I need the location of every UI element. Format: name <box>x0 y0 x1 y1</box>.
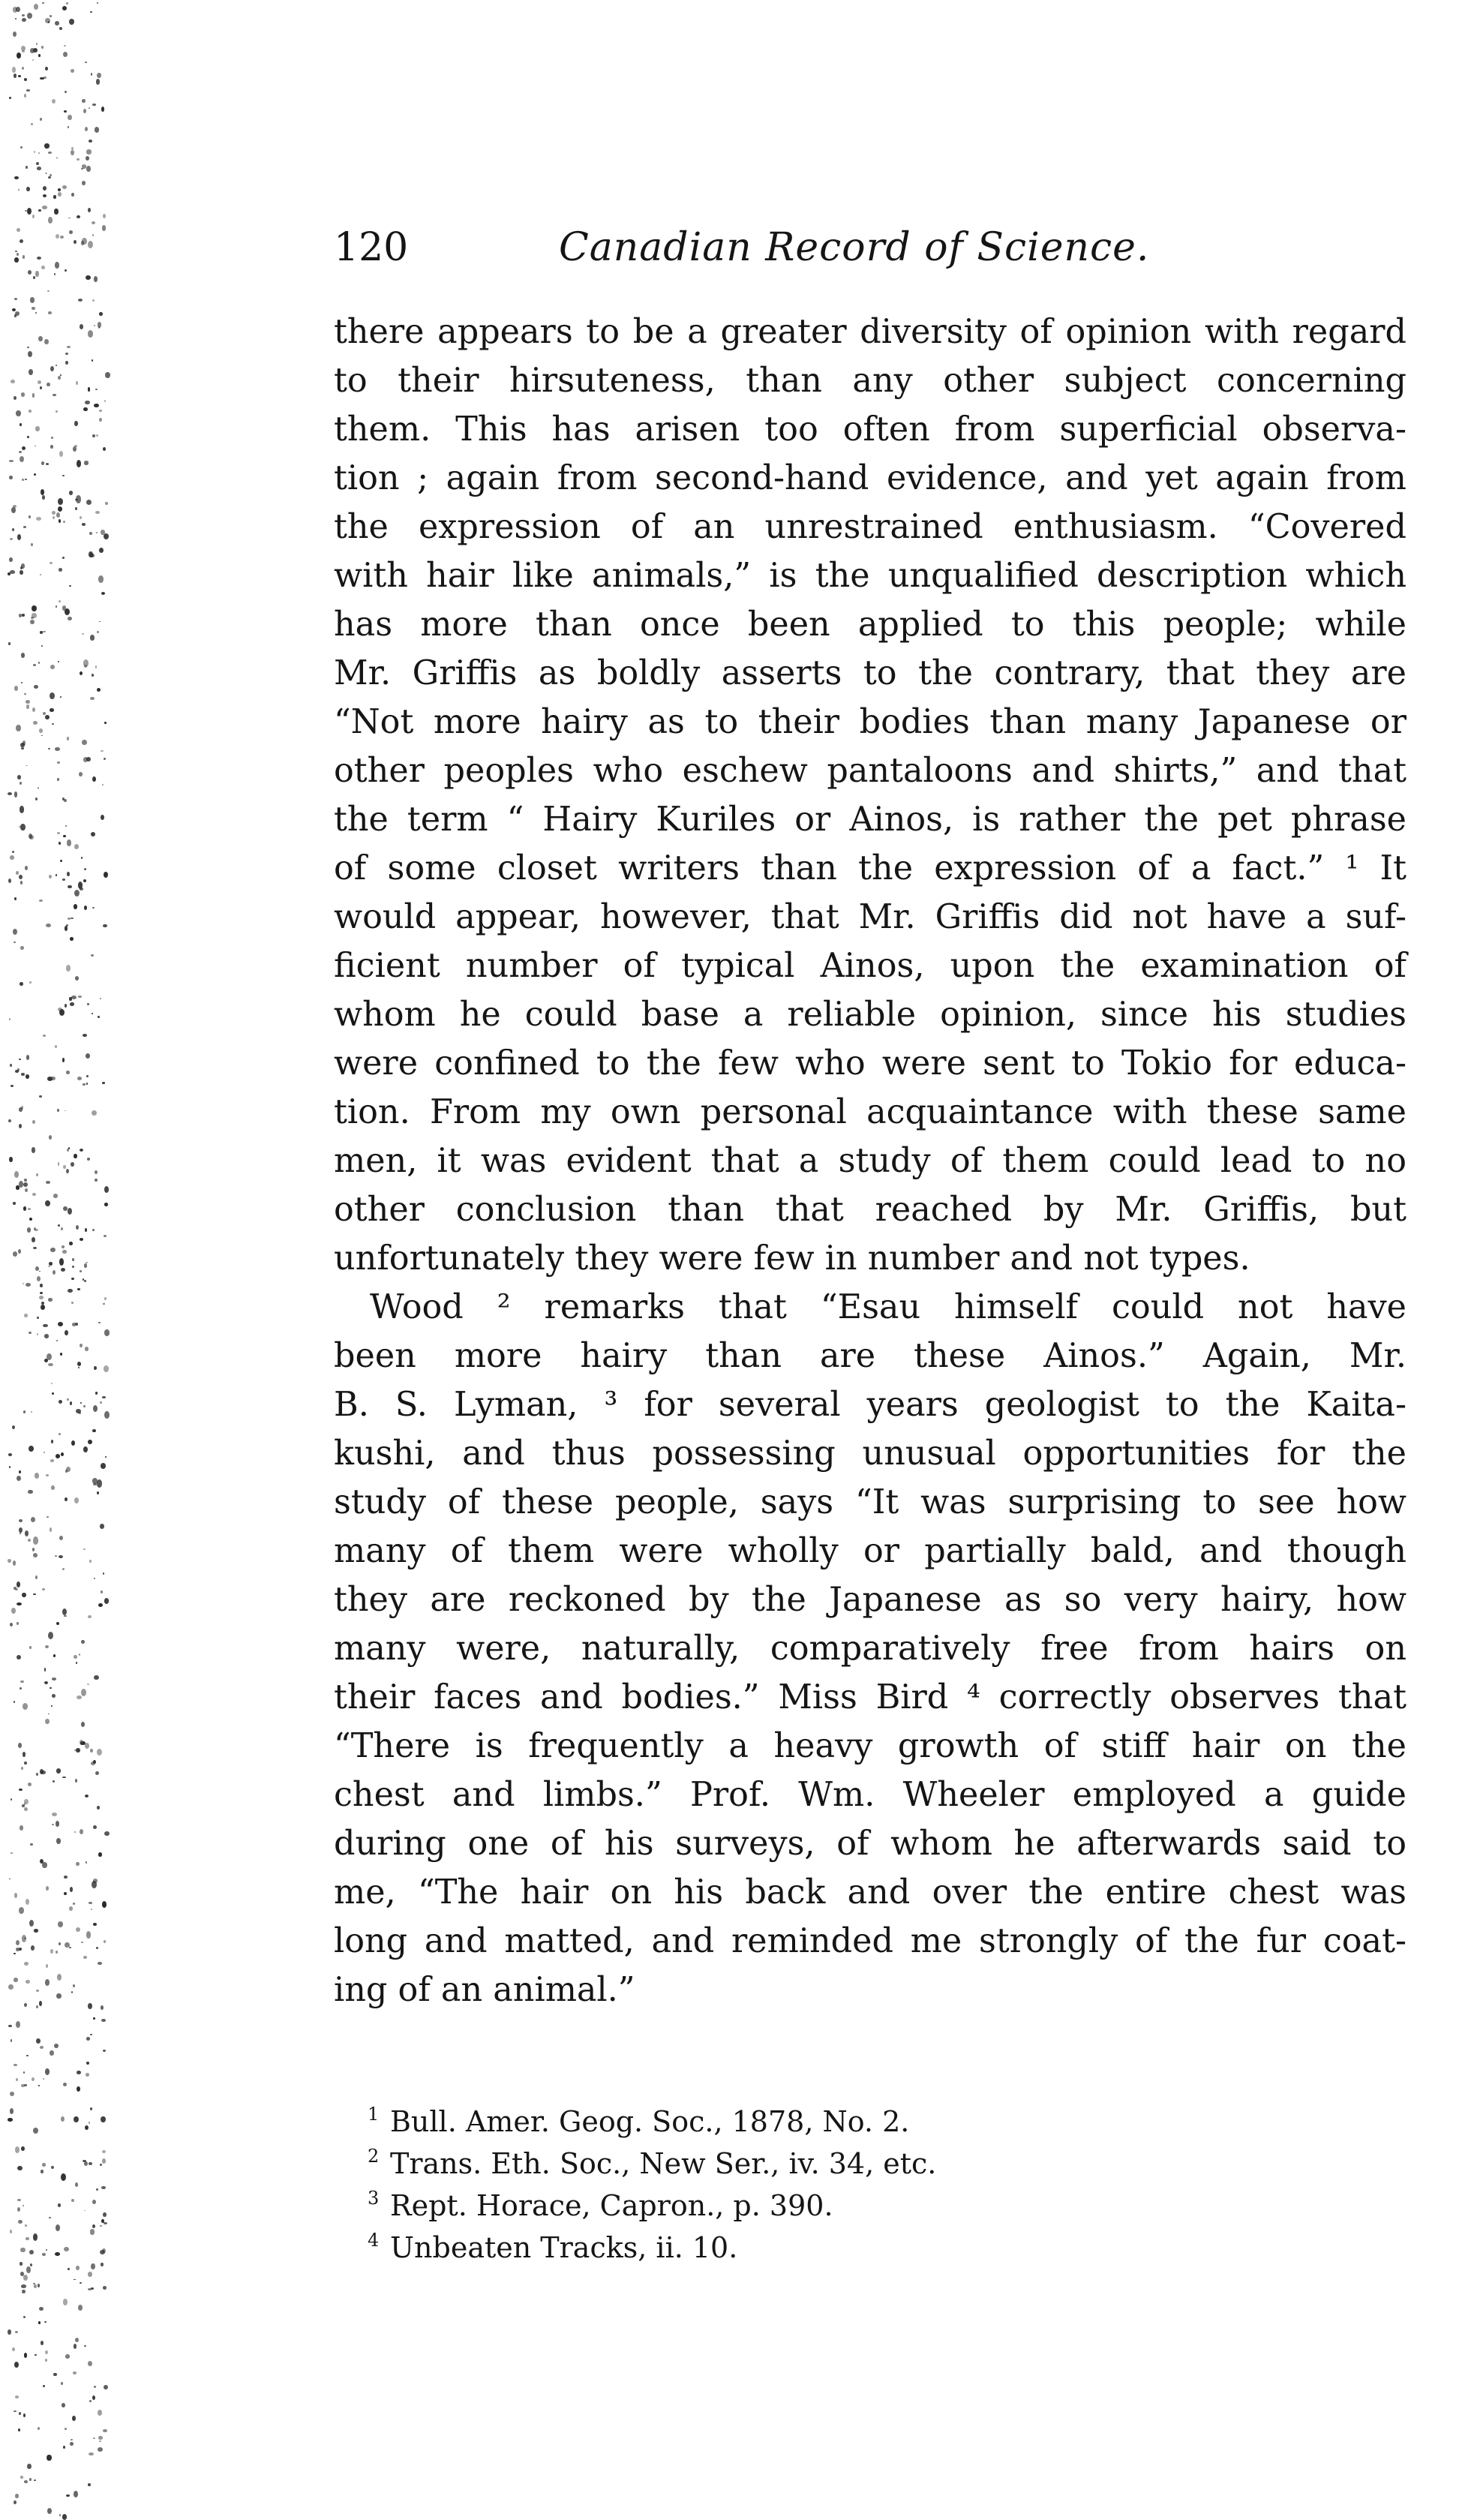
text-line: would appear, however, that Mr. Griffis did not have a suf- <box>334 898 1406 936</box>
footnote <box>368 2227 1268 2269</box>
page <box>334 225 1406 2014</box>
running-title: Canadian Record of Science. <box>559 225 1150 270</box>
footnote <box>368 2185 1268 2227</box>
text-line: the term “ Hairy Kuriles or Ainos, is rather the pet phrase <box>334 800 1406 839</box>
text-line: with hair like animals,” is the unqualified description which <box>334 557 1406 595</box>
text-line: other conclusion than that reached by Mr. Griffis, but <box>334 1191 1406 1229</box>
text-line: they are reckoned by the Japanese as so very hairy, how <box>334 1581 1406 1619</box>
text-line: there appears to be a greater diversity of opinion with regard <box>334 313 1406 351</box>
text-line: ficient number of typical Ainos, upon the examination of <box>334 947 1406 985</box>
footnote-text: Unbeaten Tracks, ii. 10. <box>390 2231 738 2264</box>
paragraph-1 <box>334 308 1406 1283</box>
footnote-marker: 2 <box>368 2146 380 2167</box>
page-number: 120 <box>334 225 409 270</box>
text-line: “There is frequently a heavy growth of stiff hair on the <box>334 1727 1406 1765</box>
text-line: other peoples who eschew pantaloons and shirts,” and that <box>334 752 1406 790</box>
text-line: me, “The hair on his back and over the entire chest was <box>334 1873 1406 1912</box>
text-line: many of them were wholly or partially bald, and though <box>334 1532 1406 1570</box>
footnote <box>368 2101 1268 2143</box>
text-line: B. S. Lyman, ³ for several years geologist to the Kaita- <box>334 1386 1406 1424</box>
text-line: during one of his surveys, of whom he afterwards said to <box>334 1825 1406 1863</box>
text-line: been more hairy than are these Ainos.” Again, Mr. <box>334 1337 1406 1375</box>
text-line: many were, naturally, comparatively free from hairs on <box>334 1629 1406 1668</box>
text-line: men, it was evident that a study of them could lead to no <box>334 1142 1406 1180</box>
text-line: Wood ² remarks that “Esau himself could not have <box>370 1288 1406 1326</box>
text-line: long and matted, and reminded me strongly of the fur coat- <box>334 1922 1406 1960</box>
footnote-marker: 1 <box>368 2104 380 2125</box>
binding-edge-specks <box>0 0 113 2516</box>
text-line: them. This has arisen too often from superficial observa- <box>334 410 1406 449</box>
footnote-text: Bull. Amer. Geog. Soc., 1878, No. 2. <box>390 2105 910 2138</box>
footnote <box>368 2143 1268 2185</box>
text-line: kushi, and thus possessing unusual opportunities for the <box>334 1434 1406 1473</box>
footnote-marker: 3 <box>368 2188 380 2209</box>
footnote-text: Trans. Eth. Soc., New Ser., iv. 34, etc. <box>390 2147 937 2180</box>
paragraph-2 <box>334 1283 1406 2014</box>
text-line: “Not more hairy as to their bodies than many Japanese or <box>334 703 1406 741</box>
text-line: has more than once been applied to this people; while <box>334 605 1406 644</box>
text-line: study of these people, says “It was surprising to see how <box>334 1483 1406 1521</box>
text-line: chest and limbs.” Prof. Wm. Wheeler employed a guide <box>334 1776 1406 1814</box>
text-line: were confined to the few who were sent to Tokio for educa- <box>334 1044 1406 1083</box>
footnote-text: Rept. Horace, Capron., p. 390. <box>390 2189 833 2222</box>
text-line: their faces and bodies.” Miss Bird ⁴ correctly observes that <box>334 1678 1406 1717</box>
text-line: tion ; again from second-hand evidence, and yet again from <box>334 459 1406 497</box>
text-line: whom he could base a reliable opinion, since his studies <box>334 996 1406 1034</box>
text-line: of some closet writers than the expression of a fact.” ¹ It <box>334 849 1406 888</box>
footnotes <box>368 2101 1268 2269</box>
text-line: tion. From my own personal acquaintance with these same <box>334 1093 1406 1131</box>
text-line: the expression of an unrestrained enthusiasm. “Covered <box>334 508 1406 546</box>
text-line: unfortunately they were few in number and not types. <box>334 1239 1250 1278</box>
footnote-marker: 4 <box>368 2230 380 2251</box>
text-line: ing of an animal.” <box>334 1971 635 2009</box>
running-header <box>334 225 1406 308</box>
text-line: to their hirsuteness, than any other subject concerning <box>334 362 1406 400</box>
text-line: Mr. Griffis as boldly asserts to the contrary, that they are <box>334 654 1406 692</box>
